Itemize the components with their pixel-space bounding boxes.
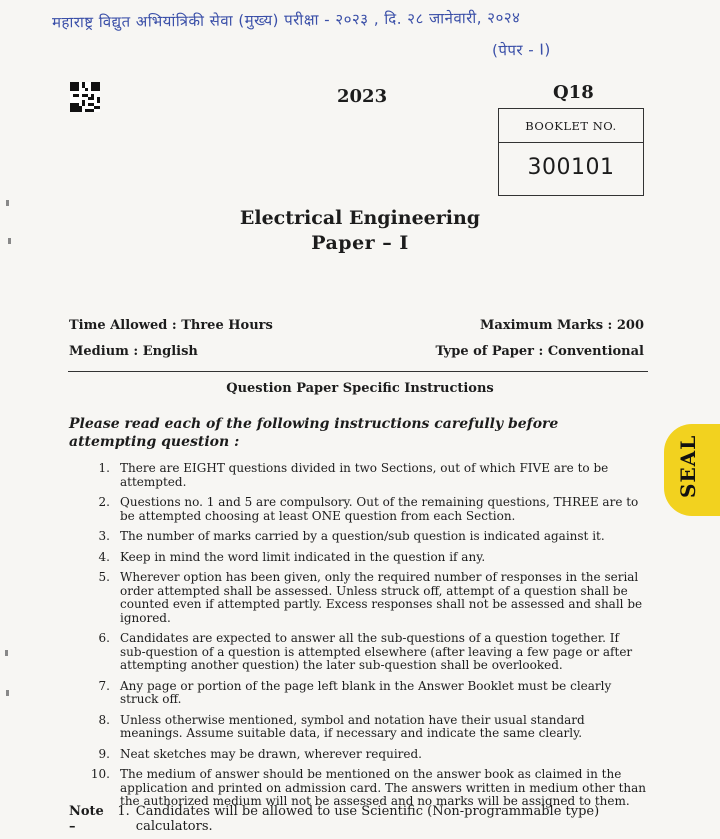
booklet-number-box [498,108,644,196]
instruction-item: 3. The number of marks carried by a question/sub question is indicated against it. [98,529,605,543]
paper-type: Type of Paper : Conventional [435,344,644,359]
scan-speck [8,238,11,244]
instruction-item: 6. Candidates are expected to answer all the sub-questions of a question together. If sub-question of a question is attempted elsewhere (after leaving a few page or after attempting another question) the later sub-question shall be overlooked. [98,631,633,672]
seal-label: SEAL [676,434,700,498]
instruction-item: 5. Wherever option has been given, only the required number of responses in the serial order attempted shall be assessed. Unless struck off, attempt of a question shall be counted even if attempted partly. Excess responses shall not be assessed and shall be ignored. [98,570,643,625]
exam-year: 2023 [337,86,388,107]
instructions-list [82,462,647,809]
qr-code-icon [70,82,100,112]
note-label: Note – [69,804,104,834]
paper-code: Q18 [553,82,594,103]
booklet-label: BOOKLET NO. [499,109,643,143]
instruction-item: 8. Unless otherwise mentioned, symbol and notation have their usual standard meanings. Assume suitable data, if necessary and indicate the same clearly. [98,712,585,740]
seal-tab [664,424,720,516]
instruction-item: 4. Keep in mind the word limit indicated in the question if any. [98,549,486,564]
instruction-item: 9. Neat sketches may be drawn, wherever required. [98,746,422,761]
note-text: Candidates will be allowed to use Scientific (Non-programmable type) calculators. [135,804,600,834]
note-number: 1. [117,804,130,819]
instruction-item: 1. There are EIGHT questions divided in two Sections, out of which FIVE are to be attempted. [98,461,609,489]
scan-speck [6,690,9,696]
booklet-number: 300101 [527,155,615,180]
instructions-intro: Please read each of the following instructions carefully before attempting question : [69,416,559,450]
maximum-marks: Maximum Marks : 200 [480,318,644,333]
time-allowed: Time Allowed : Three Hours [69,318,273,333]
handwritten-exam-title: महाराष्ट्र विद्युत अभियांत्रिकी सेवा (मुख्य) परीक्षा - २०२३ , दि. २८ जानेवारी, २०२४ [51,8,521,32]
instruction-item: 2. Questions no. 1 and 5 are compulsory. Out of the remaining questions, THREE are to be attempted choosing at least ONE question from each Section. [98,495,639,523]
scan-speck [5,650,8,656]
paper-subtitle: Paper – I [311,232,409,254]
medium: Medium : English [69,344,198,359]
instruction-item: 10. The medium of answer should be mentioned on the answer book as claimed in the application and printed on admission card. The answers written in medium other than the authorized medium will not be assessed and no marks will be assigned to them. [90,767,647,808]
instruction-item: 7. Any page or portion of the page left blank in the Answer Booklet must be clearly struck off. [98,678,612,706]
instructions-heading: Question Paper Specific Instructions [226,381,494,396]
note [69,804,639,834]
divider [68,371,648,372]
handwritten-paper-number: (पेपर - I) [491,40,551,60]
scan-speck [6,200,9,206]
paper-title: Electrical Engineering [239,207,481,229]
